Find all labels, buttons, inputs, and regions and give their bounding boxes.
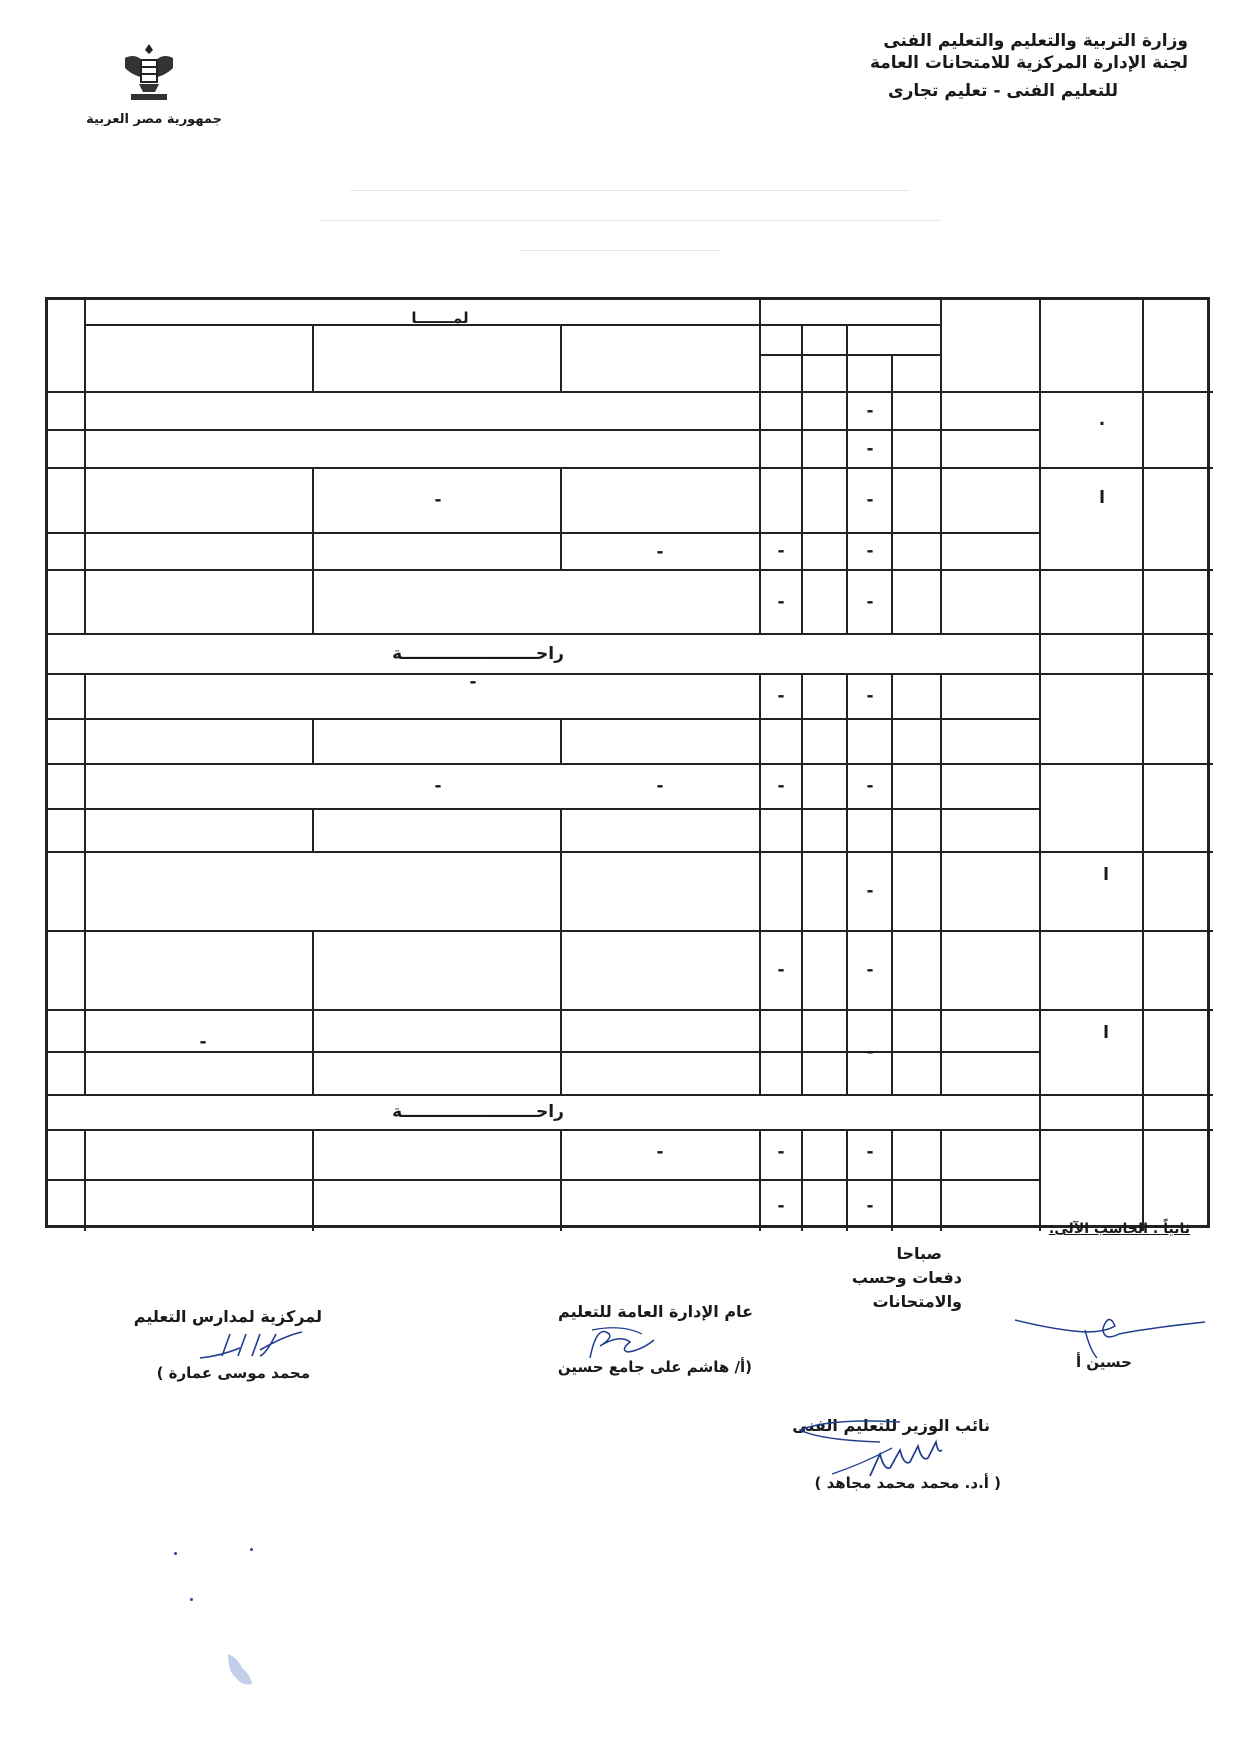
middle-signer-name: (أ/ هاشم على جامع حسين [557, 1358, 752, 1376]
session-dash: - [777, 686, 785, 706]
country-name: جمهورية مصر العربية [86, 112, 222, 127]
right-line: دفعات وحسب [851, 1268, 962, 1287]
session-dash: - [866, 541, 874, 561]
session-dash: - [866, 960, 874, 980]
subject-dash: - [656, 776, 664, 796]
session-dash: - [777, 776, 785, 796]
education-sector: للتعليم الفنى - تعليم تجارى [888, 81, 1118, 101]
break-row-label: راحـــــــــــــــــــــــة [392, 1102, 564, 1122]
section-title: ثانياً : الحاسب الآلى: [1048, 1221, 1190, 1237]
session-dash: - [777, 960, 785, 980]
faint-text-line [350, 190, 910, 191]
state-emblem [86, 40, 222, 127]
right-line: صباحا [896, 1244, 942, 1263]
exam-schedule-table [45, 297, 1210, 1228]
session-dash: - [866, 1196, 874, 1216]
break-row-label: راحـــــــــــــــــــــــة [392, 644, 564, 664]
right-signature-scribble [1010, 1300, 1210, 1360]
subject-dash: - [656, 542, 664, 562]
scan-speck [174, 1552, 177, 1555]
dot-mark: . [1098, 410, 1106, 430]
left-signer-title: لمركزية لمدارس التعليم [133, 1307, 322, 1326]
subject-dash: - [434, 776, 442, 796]
scan-speck [190, 1598, 193, 1601]
scan-speck [250, 1548, 253, 1551]
ministry-name: وزارة التربية والتعليم والتعليم الفنى [883, 31, 1188, 51]
subject-dash: - [199, 1032, 207, 1052]
left-signature-scribble [196, 1328, 306, 1364]
tick-mark: ا [1099, 488, 1105, 508]
document-header [870, 30, 1188, 102]
right-signature-block [852, 1242, 962, 1314]
eagle-emblem-icon [121, 40, 177, 104]
session-dash: - [866, 1042, 874, 1062]
tick-mark: ا [1103, 1023, 1109, 1043]
right-signer-name: حسين أ [1075, 1353, 1132, 1371]
subject-dash: - [656, 1142, 664, 1162]
session-dash: - [866, 1142, 874, 1162]
middle-signer-title: عام الإدارة العامة للتعليم [558, 1302, 753, 1321]
tick-mark: ا [1103, 865, 1109, 885]
session-dash: - [777, 1142, 785, 1162]
session-dash: - [866, 776, 874, 796]
left-signer-name: محمد موسى عمارة ) [156, 1364, 310, 1382]
session-dash: - [777, 1196, 785, 1216]
session-dash: - [866, 490, 874, 510]
session-dash: - [866, 439, 874, 459]
session-dash: - [866, 401, 874, 421]
table-grid [48, 300, 1213, 1231]
session-dash: - [777, 541, 785, 561]
ink-stain [222, 1650, 258, 1690]
subject-dash: - [434, 490, 442, 510]
faint-text-line [520, 250, 720, 251]
session-dash: - [866, 686, 874, 706]
session-dash: - [866, 592, 874, 612]
right-line: والامتحانات [872, 1292, 962, 1311]
session-dash: - [866, 881, 874, 901]
subject-dash: - [469, 672, 477, 692]
subheader-mark: لمـــــــا [411, 309, 469, 327]
deputy-name: ( أ.د. محمد محمد مجاهد ) [814, 1474, 1001, 1492]
faint-text-line [320, 220, 940, 221]
deputy-title: نائب الوزير للتعليم الفنى [792, 1416, 990, 1435]
session-dash: - [777, 592, 785, 612]
exam-committee-name: لجنة الإدارة المركزية للامتحانات العامة [869, 53, 1188, 73]
